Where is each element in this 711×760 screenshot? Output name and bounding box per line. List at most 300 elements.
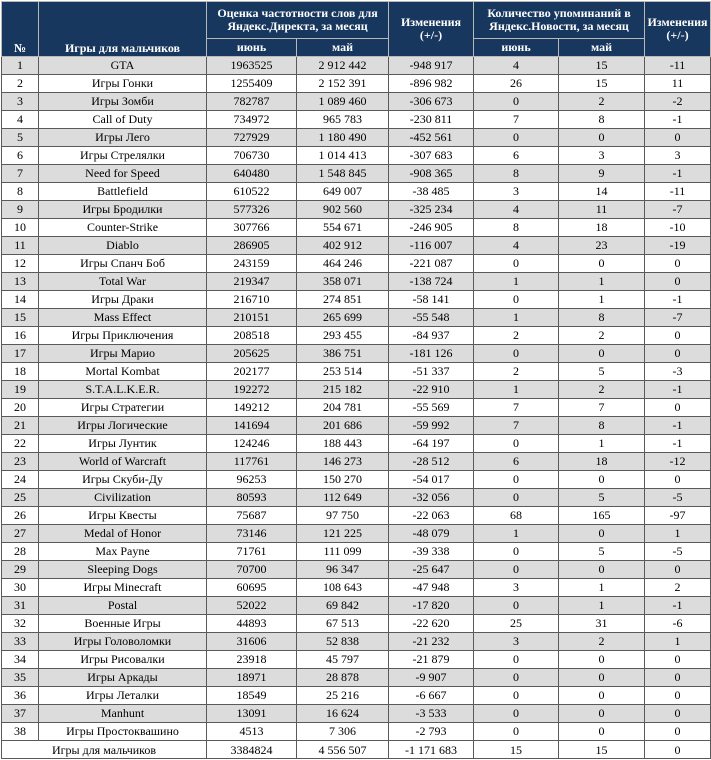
row-mentions-june: 0 bbox=[474, 345, 559, 363]
row-mentions-change: -5 bbox=[645, 489, 711, 507]
row-mentions-change: -1 bbox=[645, 417, 711, 435]
row-number: 27 bbox=[2, 525, 39, 543]
row-mentions-change: 0 bbox=[645, 345, 711, 363]
row-game-name: Игры Стратегии bbox=[39, 399, 207, 417]
row-game-name: Игры Гонки bbox=[39, 75, 207, 93]
row-mentions-june: 6 bbox=[474, 147, 559, 165]
row-frequency-may: 253 514 bbox=[297, 363, 389, 381]
table-row bbox=[2, 57, 711, 75]
row-frequency-may: 1 014 413 bbox=[297, 147, 389, 165]
row-frequency-change: -181 126 bbox=[389, 345, 474, 363]
row-frequency-june: 727929 bbox=[207, 129, 297, 147]
table-row bbox=[2, 561, 711, 579]
row-game-name: Игры Простоквашино bbox=[39, 723, 207, 741]
table-row bbox=[2, 615, 711, 633]
row-number: 38 bbox=[2, 723, 39, 741]
row-frequency-june: 75687 bbox=[207, 507, 297, 525]
row-frequency-june: 4513 bbox=[207, 723, 297, 741]
row-frequency-may: 386 751 bbox=[297, 345, 389, 363]
row-game-name: Call of Duty bbox=[39, 111, 207, 129]
table-row bbox=[2, 363, 711, 381]
row-number: 4 bbox=[2, 111, 39, 129]
row-mentions-june: 0 bbox=[474, 723, 559, 741]
row-mentions-may: 1 bbox=[559, 579, 645, 597]
row-frequency-may: 402 912 bbox=[297, 237, 389, 255]
row-mentions-may: 9 bbox=[559, 165, 645, 183]
row-frequency-june: 286905 bbox=[207, 237, 297, 255]
table-row bbox=[2, 507, 711, 525]
row-frequency-june: 18971 bbox=[207, 669, 297, 687]
row-game-name: Medal of Honor bbox=[39, 525, 207, 543]
row-mentions-may: 0 bbox=[559, 723, 645, 741]
table-row bbox=[2, 651, 711, 669]
table-row bbox=[2, 309, 711, 327]
row-frequency-june: 18549 bbox=[207, 687, 297, 705]
row-game-name: Игры Драки bbox=[39, 291, 207, 309]
row-mentions-change: -1 bbox=[645, 165, 711, 183]
row-mentions-may: 0 bbox=[559, 255, 645, 273]
table-row bbox=[2, 291, 711, 309]
row-mentions-may: 5 bbox=[559, 543, 645, 561]
table-row bbox=[2, 543, 711, 561]
row-frequency-change: -51 337 bbox=[389, 363, 474, 381]
row-mentions-june: 0 bbox=[474, 129, 559, 147]
row-mentions-change: -1 bbox=[645, 111, 711, 129]
row-game-name: Battlefield bbox=[39, 183, 207, 201]
table-row bbox=[2, 723, 711, 741]
header-number: № bbox=[2, 2, 39, 57]
row-mentions-change: -10 bbox=[645, 219, 711, 237]
row-mentions-june: 4 bbox=[474, 237, 559, 255]
row-mentions-june: 2 bbox=[474, 327, 559, 345]
row-game-name: Игры Квесты bbox=[39, 507, 207, 525]
row-mentions-may: 7 bbox=[559, 399, 645, 417]
row-mentions-june: 4 bbox=[474, 201, 559, 219]
row-mentions-may: 1 bbox=[559, 291, 645, 309]
row-frequency-june: 13091 bbox=[207, 705, 297, 723]
row-number: 18 bbox=[2, 363, 39, 381]
row-game-name: Игры Головоломки bbox=[39, 633, 207, 651]
row-mentions-may: 31 bbox=[559, 615, 645, 633]
row-number: 33 bbox=[2, 633, 39, 651]
row-mentions-june: 25 bbox=[474, 615, 559, 633]
row-number: 6 bbox=[2, 147, 39, 165]
row-game-name: Manhunt bbox=[39, 705, 207, 723]
row-frequency-may: 464 246 bbox=[297, 255, 389, 273]
row-number: 21 bbox=[2, 417, 39, 435]
row-frequency-june: 208518 bbox=[207, 327, 297, 345]
row-frequency-may: 554 671 bbox=[297, 219, 389, 237]
row-game-name: GTA bbox=[39, 57, 207, 75]
row-number: 3 bbox=[2, 93, 39, 111]
row-game-name: Игры Марио bbox=[39, 345, 207, 363]
table-row bbox=[2, 237, 711, 255]
row-mentions-june: 7 bbox=[474, 417, 559, 435]
row-frequency-change: -47 948 bbox=[389, 579, 474, 597]
row-game-name: Игры Скуби-Ду bbox=[39, 471, 207, 489]
row-frequency-june: 1255409 bbox=[207, 75, 297, 93]
row-mentions-change: 0 bbox=[645, 705, 711, 723]
row-game-name: Игры Лего bbox=[39, 129, 207, 147]
total-mentions-may: 15 bbox=[559, 741, 645, 759]
table-row bbox=[2, 165, 711, 183]
row-number: 5 bbox=[2, 129, 39, 147]
total-mentions-change: 0 bbox=[645, 741, 711, 759]
row-mentions-change: 3 bbox=[645, 147, 711, 165]
row-mentions-change: -5 bbox=[645, 543, 711, 561]
table-row bbox=[2, 705, 711, 723]
row-mentions-june: 0 bbox=[474, 489, 559, 507]
row-mentions-june: 0 bbox=[474, 705, 559, 723]
row-number: 31 bbox=[2, 597, 39, 615]
row-mentions-change: -1 bbox=[645, 435, 711, 453]
row-number: 34 bbox=[2, 651, 39, 669]
row-frequency-may: 146 273 bbox=[297, 453, 389, 471]
row-number: 20 bbox=[2, 399, 39, 417]
row-number: 36 bbox=[2, 687, 39, 705]
row-game-name: Военные Игры bbox=[39, 615, 207, 633]
table-row bbox=[2, 93, 711, 111]
table-row bbox=[2, 435, 711, 453]
row-mentions-may: 5 bbox=[559, 489, 645, 507]
row-frequency-may: 7 306 bbox=[297, 723, 389, 741]
row-frequency-change: -28 512 bbox=[389, 453, 474, 471]
keyword-stats-table bbox=[1, 1, 711, 759]
row-game-name: Postal bbox=[39, 597, 207, 615]
row-number: 2 bbox=[2, 75, 39, 93]
row-mentions-june: 26 bbox=[474, 75, 559, 93]
row-frequency-may: 1 180 490 bbox=[297, 129, 389, 147]
row-frequency-change: -6 667 bbox=[389, 687, 474, 705]
row-frequency-change: -908 365 bbox=[389, 165, 474, 183]
row-mentions-change: 0 bbox=[645, 255, 711, 273]
row-frequency-may: 28 878 bbox=[297, 669, 389, 687]
row-game-name: World of Warcraft bbox=[39, 453, 207, 471]
row-frequency-may: 96 347 bbox=[297, 561, 389, 579]
row-mentions-june: 1 bbox=[474, 273, 559, 291]
row-mentions-june: 0 bbox=[474, 687, 559, 705]
row-mentions-may: 8 bbox=[559, 111, 645, 129]
row-mentions-change: -6 bbox=[645, 615, 711, 633]
row-number: 30 bbox=[2, 579, 39, 597]
table-header bbox=[2, 2, 711, 57]
row-game-name: Игры Аркады bbox=[39, 669, 207, 687]
row-game-name: S.T.A.L.K.E.R. bbox=[39, 381, 207, 399]
row-number: 14 bbox=[2, 291, 39, 309]
row-frequency-may: 293 455 bbox=[297, 327, 389, 345]
row-mentions-june: 3 bbox=[474, 633, 559, 651]
table-row bbox=[2, 471, 711, 489]
row-frequency-june: 243159 bbox=[207, 255, 297, 273]
row-mentions-change: 0 bbox=[645, 273, 711, 291]
row-frequency-may: 111 099 bbox=[297, 543, 389, 561]
row-mentions-change: 0 bbox=[645, 399, 711, 417]
row-frequency-june: 60695 bbox=[207, 579, 297, 597]
row-mentions-change: -1 bbox=[645, 381, 711, 399]
row-mentions-may: 5 bbox=[559, 363, 645, 381]
row-game-name: Total War bbox=[39, 273, 207, 291]
row-mentions-may: 2 bbox=[559, 381, 645, 399]
row-mentions-change: 11 bbox=[645, 75, 711, 93]
row-frequency-change: -64 197 bbox=[389, 435, 474, 453]
table-row bbox=[2, 129, 711, 147]
row-frequency-june: 205625 bbox=[207, 345, 297, 363]
row-frequency-change: -116 007 bbox=[389, 237, 474, 255]
row-game-name: Sleeping Dogs bbox=[39, 561, 207, 579]
row-mentions-may: 18 bbox=[559, 219, 645, 237]
row-game-name: Diablo bbox=[39, 237, 207, 255]
row-frequency-june: 216710 bbox=[207, 291, 297, 309]
row-game-name: Mass Effect bbox=[39, 309, 207, 327]
header-frequency-june: июнь bbox=[207, 39, 297, 57]
row-number: 22 bbox=[2, 435, 39, 453]
row-mentions-june: 0 bbox=[474, 435, 559, 453]
row-number: 16 bbox=[2, 327, 39, 345]
row-mentions-june: 0 bbox=[474, 255, 559, 273]
row-number: 35 bbox=[2, 669, 39, 687]
row-frequency-june: 706730 bbox=[207, 147, 297, 165]
row-mentions-may: 165 bbox=[559, 507, 645, 525]
table-row bbox=[2, 525, 711, 543]
row-frequency-change: -9 907 bbox=[389, 669, 474, 687]
row-frequency-change: -55 569 bbox=[389, 399, 474, 417]
table-row bbox=[2, 219, 711, 237]
row-number: 7 bbox=[2, 165, 39, 183]
row-frequency-june: 734972 bbox=[207, 111, 297, 129]
row-mentions-may: 2 bbox=[559, 93, 645, 111]
row-frequency-may: 108 643 bbox=[297, 579, 389, 597]
row-mentions-june: 3 bbox=[474, 183, 559, 201]
row-frequency-may: 649 007 bbox=[297, 183, 389, 201]
row-frequency-may: 1 089 460 bbox=[297, 93, 389, 111]
row-frequency-change: -55 548 bbox=[389, 309, 474, 327]
row-mentions-may: 14 bbox=[559, 183, 645, 201]
row-frequency-change: -39 338 bbox=[389, 543, 474, 561]
row-mentions-may: 18 bbox=[559, 453, 645, 471]
row-frequency-june: 141694 bbox=[207, 417, 297, 435]
row-frequency-may: 902 560 bbox=[297, 201, 389, 219]
row-mentions-change: -11 bbox=[645, 57, 711, 75]
row-frequency-change: -230 811 bbox=[389, 111, 474, 129]
row-frequency-june: 124246 bbox=[207, 435, 297, 453]
row-game-name: Mortal Kombat bbox=[39, 363, 207, 381]
row-number: 26 bbox=[2, 507, 39, 525]
row-game-name: Игры Спанч Боб bbox=[39, 255, 207, 273]
row-number: 23 bbox=[2, 453, 39, 471]
row-frequency-may: 121 225 bbox=[297, 525, 389, 543]
row-mentions-may: 11 bbox=[559, 201, 645, 219]
row-game-name: Игры Зомби bbox=[39, 93, 207, 111]
total-frequency-june: 3384824 bbox=[207, 741, 297, 759]
row-frequency-change: -48 079 bbox=[389, 525, 474, 543]
row-mentions-june: 4 bbox=[474, 57, 559, 75]
row-mentions-may: 2 bbox=[559, 633, 645, 651]
table-row bbox=[2, 381, 711, 399]
row-frequency-june: 202177 bbox=[207, 363, 297, 381]
row-mentions-june: 0 bbox=[474, 651, 559, 669]
header-news-mentions: Количество упоминаний в Яндекс.Новости, за месяц bbox=[474, 2, 645, 39]
row-mentions-june: 0 bbox=[474, 669, 559, 687]
row-frequency-may: 67 513 bbox=[297, 615, 389, 633]
row-frequency-change: -21 879 bbox=[389, 651, 474, 669]
row-mentions-june: 1 bbox=[474, 309, 559, 327]
header-mentions-june: июнь bbox=[474, 39, 559, 57]
row-frequency-change: -22 620 bbox=[389, 615, 474, 633]
row-frequency-change: -246 905 bbox=[389, 219, 474, 237]
row-mentions-change: 0 bbox=[645, 669, 711, 687]
row-number: 29 bbox=[2, 561, 39, 579]
row-mentions-may: 2 bbox=[559, 327, 645, 345]
row-frequency-change: -21 232 bbox=[389, 633, 474, 651]
row-frequency-may: 215 182 bbox=[297, 381, 389, 399]
row-mentions-change: -19 bbox=[645, 237, 711, 255]
table-row bbox=[2, 147, 711, 165]
row-frequency-june: 117761 bbox=[207, 453, 297, 471]
table-row bbox=[2, 255, 711, 273]
row-mentions-may: 0 bbox=[559, 705, 645, 723]
row-mentions-change: -12 bbox=[645, 453, 711, 471]
row-frequency-may: 112 649 bbox=[297, 489, 389, 507]
row-frequency-june: 96253 bbox=[207, 471, 297, 489]
table-footer bbox=[2, 741, 711, 759]
row-mentions-change: 0 bbox=[645, 687, 711, 705]
row-frequency-june: 80593 bbox=[207, 489, 297, 507]
table-row bbox=[2, 399, 711, 417]
row-frequency-june: 149212 bbox=[207, 399, 297, 417]
table-row bbox=[2, 453, 711, 471]
row-mentions-june: 0 bbox=[474, 291, 559, 309]
row-frequency-change: -896 982 bbox=[389, 75, 474, 93]
row-number: 1 bbox=[2, 57, 39, 75]
row-frequency-may: 2 152 391 bbox=[297, 75, 389, 93]
row-frequency-change: -221 087 bbox=[389, 255, 474, 273]
row-game-name: Need for Speed bbox=[39, 165, 207, 183]
row-frequency-june: 44893 bbox=[207, 615, 297, 633]
row-frequency-may: 150 270 bbox=[297, 471, 389, 489]
row-mentions-change: -1 bbox=[645, 291, 711, 309]
total-frequency-change: -1 171 683 bbox=[389, 741, 474, 759]
row-game-name: Игры Лунтик bbox=[39, 435, 207, 453]
row-mentions-change: 0 bbox=[645, 561, 711, 579]
row-frequency-june: 307766 bbox=[207, 219, 297, 237]
row-number: 17 bbox=[2, 345, 39, 363]
header-game-name: Игры для мальчиков bbox=[39, 2, 207, 57]
row-frequency-june: 23918 bbox=[207, 651, 297, 669]
row-number: 28 bbox=[2, 543, 39, 561]
row-frequency-june: 577326 bbox=[207, 201, 297, 219]
row-frequency-may: 204 781 bbox=[297, 399, 389, 417]
row-mentions-change: 0 bbox=[645, 651, 711, 669]
table-row bbox=[2, 75, 711, 93]
row-mentions-may: 1 bbox=[559, 273, 645, 291]
table-row bbox=[2, 579, 711, 597]
row-mentions-change: -1 bbox=[645, 597, 711, 615]
row-frequency-june: 610522 bbox=[207, 183, 297, 201]
row-mentions-change: 1 bbox=[645, 525, 711, 543]
row-mentions-june: 2 bbox=[474, 363, 559, 381]
row-mentions-june: 0 bbox=[474, 597, 559, 615]
row-mentions-may: 15 bbox=[559, 75, 645, 93]
row-number: 8 bbox=[2, 183, 39, 201]
row-frequency-change: -58 141 bbox=[389, 291, 474, 309]
row-mentions-june: 7 bbox=[474, 111, 559, 129]
row-frequency-may: 358 071 bbox=[297, 273, 389, 291]
row-frequency-june: 71761 bbox=[207, 543, 297, 561]
row-mentions-june: 8 bbox=[474, 165, 559, 183]
table-row bbox=[2, 633, 711, 651]
row-mentions-change: 0 bbox=[645, 129, 711, 147]
row-mentions-may: 0 bbox=[559, 669, 645, 687]
row-frequency-may: 52 838 bbox=[297, 633, 389, 651]
row-frequency-change: -452 561 bbox=[389, 129, 474, 147]
table-row bbox=[2, 201, 711, 219]
row-frequency-change: -138 724 bbox=[389, 273, 474, 291]
row-mentions-may: 0 bbox=[559, 525, 645, 543]
row-frequency-change: -38 485 bbox=[389, 183, 474, 201]
row-number: 19 bbox=[2, 381, 39, 399]
row-frequency-change: -22 910 bbox=[389, 381, 474, 399]
row-mentions-june: 0 bbox=[474, 93, 559, 111]
row-mentions-may: 1 bbox=[559, 435, 645, 453]
row-mentions-may: 0 bbox=[559, 561, 645, 579]
total-label: Игры для мальчиков bbox=[2, 741, 207, 759]
row-frequency-change: -2 793 bbox=[389, 723, 474, 741]
row-mentions-change: -7 bbox=[645, 309, 711, 327]
row-game-name: Игры Бродилки bbox=[39, 201, 207, 219]
row-frequency-june: 31606 bbox=[207, 633, 297, 651]
row-frequency-change: -306 673 bbox=[389, 93, 474, 111]
row-game-name: Игры Стрелялки bbox=[39, 147, 207, 165]
row-frequency-change: -59 992 bbox=[389, 417, 474, 435]
row-mentions-change: 0 bbox=[645, 723, 711, 741]
row-frequency-change: -32 056 bbox=[389, 489, 474, 507]
row-frequency-june: 210151 bbox=[207, 309, 297, 327]
row-frequency-june: 219347 bbox=[207, 273, 297, 291]
row-number: 37 bbox=[2, 705, 39, 723]
row-mentions-june: 3 bbox=[474, 579, 559, 597]
row-frequency-may: 201 686 bbox=[297, 417, 389, 435]
row-frequency-june: 1963525 bbox=[207, 57, 297, 75]
row-number: 15 bbox=[2, 309, 39, 327]
row-mentions-may: 0 bbox=[559, 471, 645, 489]
row-number: 25 bbox=[2, 489, 39, 507]
row-mentions-june: 1 bbox=[474, 525, 559, 543]
table-row bbox=[2, 111, 711, 129]
row-mentions-june: 0 bbox=[474, 471, 559, 489]
row-mentions-change: -97 bbox=[645, 507, 711, 525]
row-frequency-june: 640480 bbox=[207, 165, 297, 183]
row-game-name: Игры Леталки bbox=[39, 687, 207, 705]
row-frequency-may: 45 797 bbox=[297, 651, 389, 669]
row-frequency-may: 25 216 bbox=[297, 687, 389, 705]
table-row bbox=[2, 597, 711, 615]
row-game-name: Counter-Strike bbox=[39, 219, 207, 237]
row-frequency-change: -3 533 bbox=[389, 705, 474, 723]
row-mentions-june: 6 bbox=[474, 453, 559, 471]
row-frequency-may: 16 624 bbox=[297, 705, 389, 723]
header-mentions-change: Изменения (+/-) bbox=[645, 2, 711, 57]
header-frequency-may: май bbox=[297, 39, 389, 57]
row-frequency-may: 188 443 bbox=[297, 435, 389, 453]
header-frequency-change: Изменения (+/-) bbox=[389, 2, 474, 57]
row-number: 32 bbox=[2, 615, 39, 633]
row-mentions-may: 0 bbox=[559, 345, 645, 363]
row-mentions-change: -3 bbox=[645, 363, 711, 381]
row-frequency-may: 97 750 bbox=[297, 507, 389, 525]
row-frequency-june: 52022 bbox=[207, 597, 297, 615]
row-frequency-change: -54 017 bbox=[389, 471, 474, 489]
row-frequency-change: -25 647 bbox=[389, 561, 474, 579]
